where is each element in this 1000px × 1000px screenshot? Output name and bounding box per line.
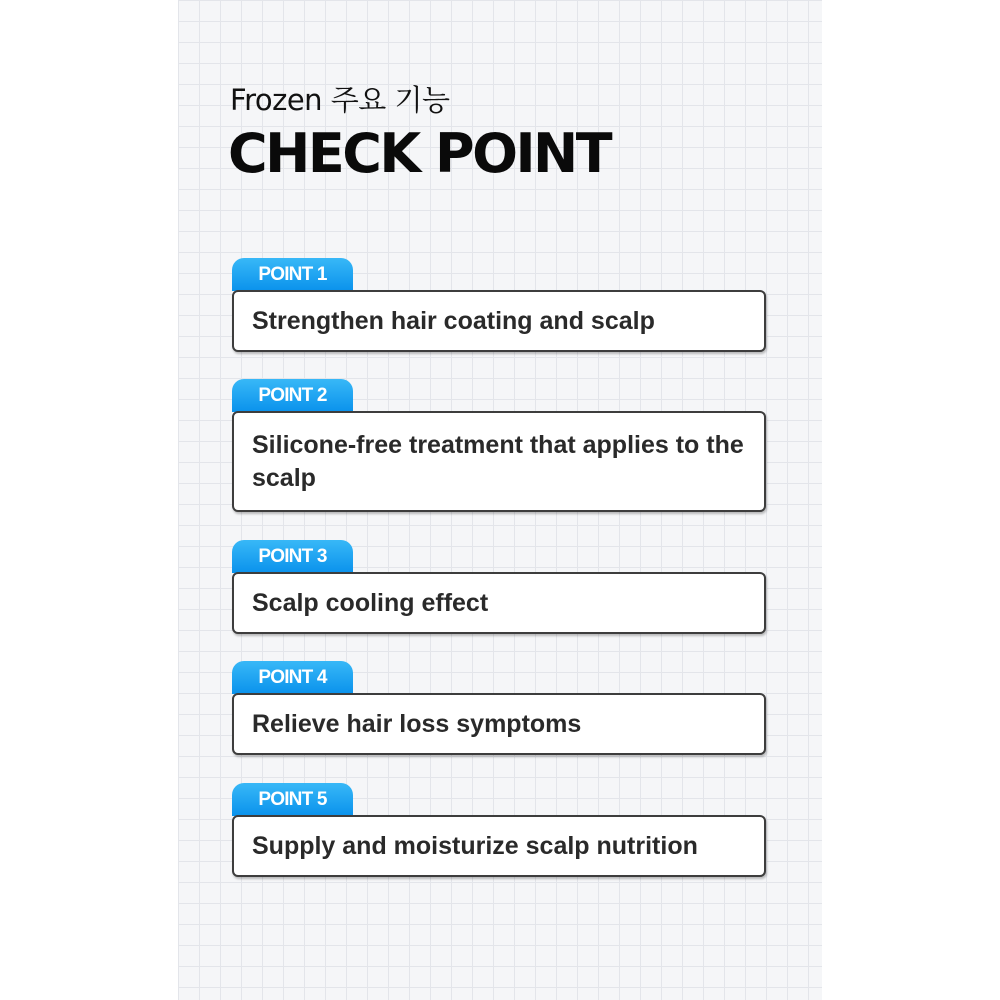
point-2-badge: POINT 2: [232, 379, 353, 412]
point-4-card: [232, 693, 766, 755]
point-2-card: [232, 411, 766, 512]
point-4-text: Relieve hair loss symptoms: [252, 709, 582, 738]
point-3-badge: POINT 3: [232, 540, 353, 573]
page-title: CHECK POINT: [228, 122, 611, 185]
point-3-text: Scalp cooling effect: [252, 588, 489, 617]
point-1-text: Strengthen hair coating and scalp: [252, 306, 655, 335]
point-5-text: Supply and moisturize scalp nutrition: [252, 831, 698, 860]
point-1-badge: POINT 1: [232, 258, 353, 291]
point-3-card: [232, 572, 766, 634]
point-5-card: [232, 815, 766, 877]
point-2-text: Silicone-free treatment that applies to the scalp: [252, 430, 744, 492]
point-5-badge: POINT 5: [232, 783, 353, 816]
page-subtitle: Frozen 주요 기능: [230, 83, 450, 117]
point-1-card: [232, 290, 766, 352]
point-4-badge: POINT 4: [232, 661, 353, 694]
